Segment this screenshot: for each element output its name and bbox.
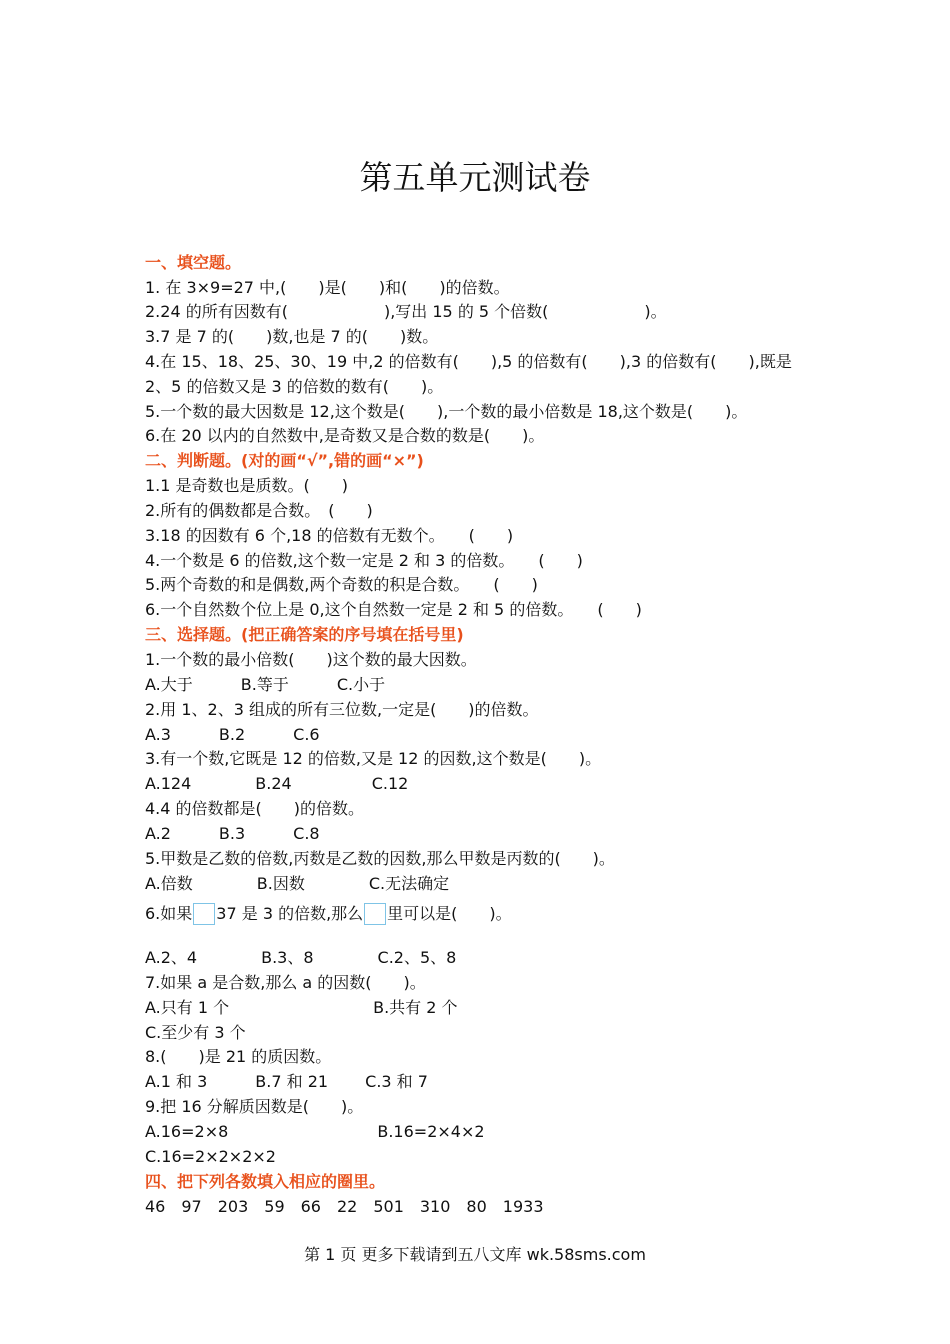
question-text: 3.有一个数,它既是 12 的倍数,又是 12 的因数,这个数是( )。	[145, 749, 602, 768]
question-text-with-boxes	[145, 903, 512, 925]
question-text: 37 是 3 的倍数,那么	[216, 904, 364, 923]
answer-options: A.124 B.24 C.12	[145, 774, 409, 793]
question-text: 4.一个数是 6 的倍数,这个数一定是 2 和 3 的倍数。 ( )	[145, 551, 583, 570]
page-footer: 第 1 页 更多下载请到五八文库 wk.58sms.com	[304, 1245, 646, 1264]
answer-options: A.大于 B.等于 C.小于	[145, 675, 386, 694]
question-text: 1. 在 3×9=27 中,( )是( )和( )的倍数。	[145, 278, 510, 297]
page-title: 第五单元测试卷	[359, 158, 591, 197]
question-text: 5.甲数是乙数的倍数,丙数是乙数的因数,那么甲数是丙数的( )。	[145, 849, 615, 868]
answer-options: A.16=2×8 B.16=2×4×2	[145, 1122, 485, 1141]
answer-options: A.2、4 B.3、8 C.2、5、8	[145, 948, 457, 967]
section-heading-true-false: 二、判断题。(对的画“√”,错的画“×”)	[145, 451, 424, 470]
question-text: 2.所有的偶数都是合数。 ( )	[145, 501, 373, 520]
question-text: 5.一个数的最大因数是 12,这个数是( ),一个数的最小倍数是 18,这个数是( )。	[145, 402, 748, 421]
question-text: 9.把 16 分解质因数是( )。	[145, 1097, 364, 1116]
question-text: 2、5 的倍数又是 3 的倍数的数有( )。	[145, 377, 444, 396]
question-text: 2.24 的所有因数有( ),写出 15 的 5 个倍数( )。	[145, 302, 667, 321]
question-text: 4.4 的倍数都是( )的倍数。	[145, 799, 365, 818]
section-heading-fill-circles: 四、把下列各数填入相应的圈里。	[145, 1172, 386, 1191]
question-text: 5.两个奇数的和是偶数,两个奇数的积是合数。 ( )	[145, 575, 538, 594]
question-text: 3.7 是 7 的( )数,也是 7 的( )数。	[145, 327, 439, 346]
question-text: 6.一个自然数个位上是 0,这个自然数一定是 2 和 5 的倍数。 ( )	[145, 600, 642, 619]
question-text: 7.如果 a 是合数,那么 a 的因数( )。	[145, 973, 426, 992]
answer-options: A.1 和 3 B.7 和 21 C.3 和 7	[145, 1072, 428, 1091]
answer-options: C.16=2×2×2×2	[145, 1147, 276, 1166]
answer-options: C.至少有 3 个	[145, 1023, 246, 1042]
question-text: 2.用 1、2、3 组成的所有三位数,一定是( )的倍数。	[145, 700, 539, 719]
question-text: 6.如果	[145, 904, 193, 923]
section-heading-multiple-choice: 三、选择题。(把正确答案的序号填在括号里)	[145, 625, 464, 644]
question-text: 6.在 20 以内的自然数中,是奇数又是合数的数是( )。	[145, 426, 545, 445]
answer-options: A.3 B.2 C.6	[145, 725, 320, 744]
question-text: 里可以是( )。	[387, 904, 512, 923]
answer-options: A.只有 1 个 B.共有 2 个	[145, 998, 458, 1017]
answer-options: A.2 B.3 C.8	[145, 824, 320, 843]
question-text: 4.在 15、18、25、30、19 中,2 的倍数有( ),5 的倍数有( ),3 的倍数有( ),既是	[145, 352, 792, 371]
section-heading-fill-blank: 一、填空题。	[145, 253, 242, 272]
blank-box	[364, 903, 386, 925]
question-text: 8.( )是 21 的质因数。	[145, 1047, 332, 1066]
blank-box	[193, 903, 215, 925]
answer-options: A.倍数 B.因数 C.无法确定	[145, 874, 450, 893]
question-text: 3.18 的因数有 6 个,18 的倍数有无数个。 ( )	[145, 526, 514, 545]
question-text: 1.一个数的最小倍数( )这个数的最大因数。	[145, 650, 477, 669]
question-text: 1.1 是奇数也是质数。( )	[145, 476, 349, 495]
number-list: 46 97 203 59 66 22 501 310 80 1933	[145, 1197, 544, 1216]
